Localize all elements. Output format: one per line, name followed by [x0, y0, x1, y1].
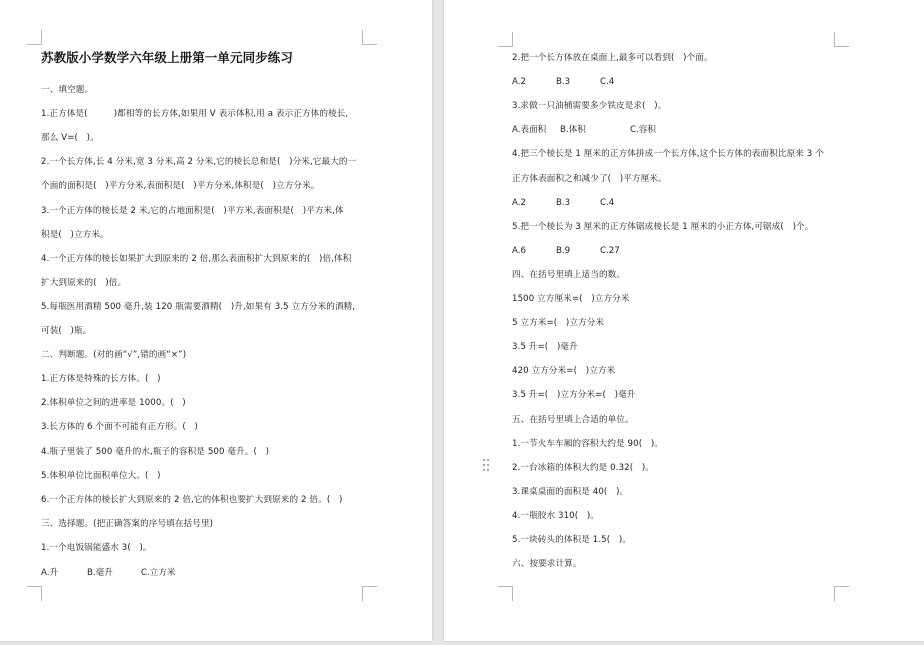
- text-line: 5.体积单位比面积单位大。( ): [41, 471, 161, 481]
- text-line: 1.一个电饭锅能盛水 3( )。: [41, 543, 152, 553]
- text-line: 4.把三个棱长是 1 厘米的正方体拼成一个长方体,这个长方体的表面积比原来 3 个: [512, 149, 824, 159]
- text-line: 个面的面积是( )平方分米,表面积是( )平方分米,体积是( )立方分米。: [41, 181, 320, 191]
- option-item: C.4: [600, 77, 615, 87]
- text-line: 1.正方体是特殊的长方体。( ): [41, 374, 161, 384]
- text-line: 5.把一个棱长为 3 厘米的正方体锯成棱长是 1 厘米的小正方体,可锯成( )个。: [512, 222, 814, 232]
- margin-corner-mark: [498, 586, 513, 601]
- text-line: 5 立方米=( )立方分米: [512, 318, 605, 328]
- text-line: 2.把一个长方体放在桌面上,最多可以看到( )个面。: [512, 53, 713, 63]
- option-item: B.3: [556, 77, 571, 87]
- option-item: B.体积: [560, 125, 586, 135]
- text-line: 3.长方体的 6 个面不可能有正方形。( ): [41, 422, 198, 432]
- text-line: 1.正方体是( )都相等的长方体,如果用 V 表示体积,用 a 表示正方体的棱长,: [41, 109, 349, 119]
- document-page-1: [0, 0, 432, 641]
- text-line: 3.5 升=( )毫升: [512, 342, 578, 352]
- text-line: 可装( )瓶。: [41, 326, 92, 336]
- text-line: 4.一瓶胶水 310( )。: [512, 511, 600, 521]
- margin-corner-mark: [498, 32, 513, 47]
- text-line: 2.一台冰箱的体积大约是 0.32( )。: [512, 463, 654, 473]
- text-line: 扩大到原来的( )倍。: [41, 278, 127, 288]
- option-item: A.升: [41, 568, 59, 578]
- text-line: 3.课桌桌面的面积是 40( )。: [512, 487, 629, 497]
- option-item: C.立方米: [141, 568, 176, 578]
- text-line: 1500 立方厘米=( )立方分米: [512, 294, 630, 304]
- text-line: 3.一个正方体的棱长是 2 米,它的占地面积是( )平方米,表面积是( )平方米,体: [41, 206, 344, 216]
- document-page-2: [444, 0, 924, 641]
- option-item: C.4: [600, 198, 615, 208]
- text-line: 二、判断题。(对的画“√”,错的画“×”): [41, 350, 187, 360]
- text-line: 那么 V=( )。: [41, 133, 99, 143]
- text-line: 2.体积单位之间的进率是 1000。( ): [41, 398, 186, 408]
- option-item: C.27: [600, 246, 620, 256]
- text-line: 6.一个正方体的棱长扩大到原来的 2 倍,它的体积也要扩大到原来的 2 倍。( ): [41, 495, 343, 505]
- document-title: 苏教版小学数学六年级上册第一单元同步练习: [41, 50, 294, 65]
- option-item: B.9: [556, 246, 571, 256]
- margin-corner-mark: [834, 32, 849, 47]
- text-line: 1.一节火车车厢的容积大约是 90( )。: [512, 439, 663, 449]
- text-line: 5.每瓶医用酒精 500 毫升,装 120 瓶需要酒精( )升,如果有 3.5 立方分米的酒精,: [41, 302, 356, 312]
- option-item: A.表面积: [512, 125, 547, 135]
- option-item: A.2: [512, 77, 526, 87]
- text-line: 四、在括号里填上适当的数。: [512, 270, 626, 280]
- text-line: 正方体表面积之和减少了( )平方厘米。: [512, 174, 667, 184]
- drag-handle-icon[interactable]: [483, 459, 491, 475]
- option-item: A.6: [512, 246, 526, 256]
- option-item: A.2: [512, 198, 526, 208]
- text-line: 3.求做一只油桶需要多少铁皮是求( )。: [512, 101, 667, 111]
- text-line: 五、在括号里填上合适的单位。: [512, 415, 634, 425]
- option-item: C.容积: [630, 125, 656, 135]
- text-line: 4.一个正方体的棱长如果扩大到原来的 2 倍,那么表面积扩大到原来的( )倍,体积: [41, 254, 352, 264]
- text-line: 三、选择题。(把正确答案的序号填在括号里): [41, 519, 214, 529]
- margin-corner-mark: [27, 30, 42, 45]
- margin-corner-mark: [362, 30, 377, 45]
- margin-corner-mark: [362, 586, 377, 601]
- text-line: 六、按要求计算。: [512, 559, 582, 569]
- margin-corner-mark: [834, 586, 849, 601]
- text-line: 4.瓶子里装了 500 毫升的水,瓶子的容积是 500 毫升。( ): [41, 447, 270, 457]
- text-line: 3.5 升=( )立方分米=( )毫升: [512, 390, 636, 400]
- text-line: 2.一个长方体,长 4 分米,宽 3 分米,高 2 分米,它的棱长总和是( )分米,它最大的一: [41, 157, 357, 167]
- option-item: B.3: [556, 198, 571, 208]
- text-line: 积是( )立方米。: [41, 230, 109, 240]
- option-item: B.毫升: [87, 568, 113, 578]
- text-line: 420 立方分米=( )立方米: [512, 366, 616, 376]
- margin-corner-mark: [27, 586, 42, 601]
- text-line: 一、填空题。: [41, 85, 94, 95]
- text-line: 5.一块砖头的体积是 1.5( )。: [512, 535, 632, 545]
